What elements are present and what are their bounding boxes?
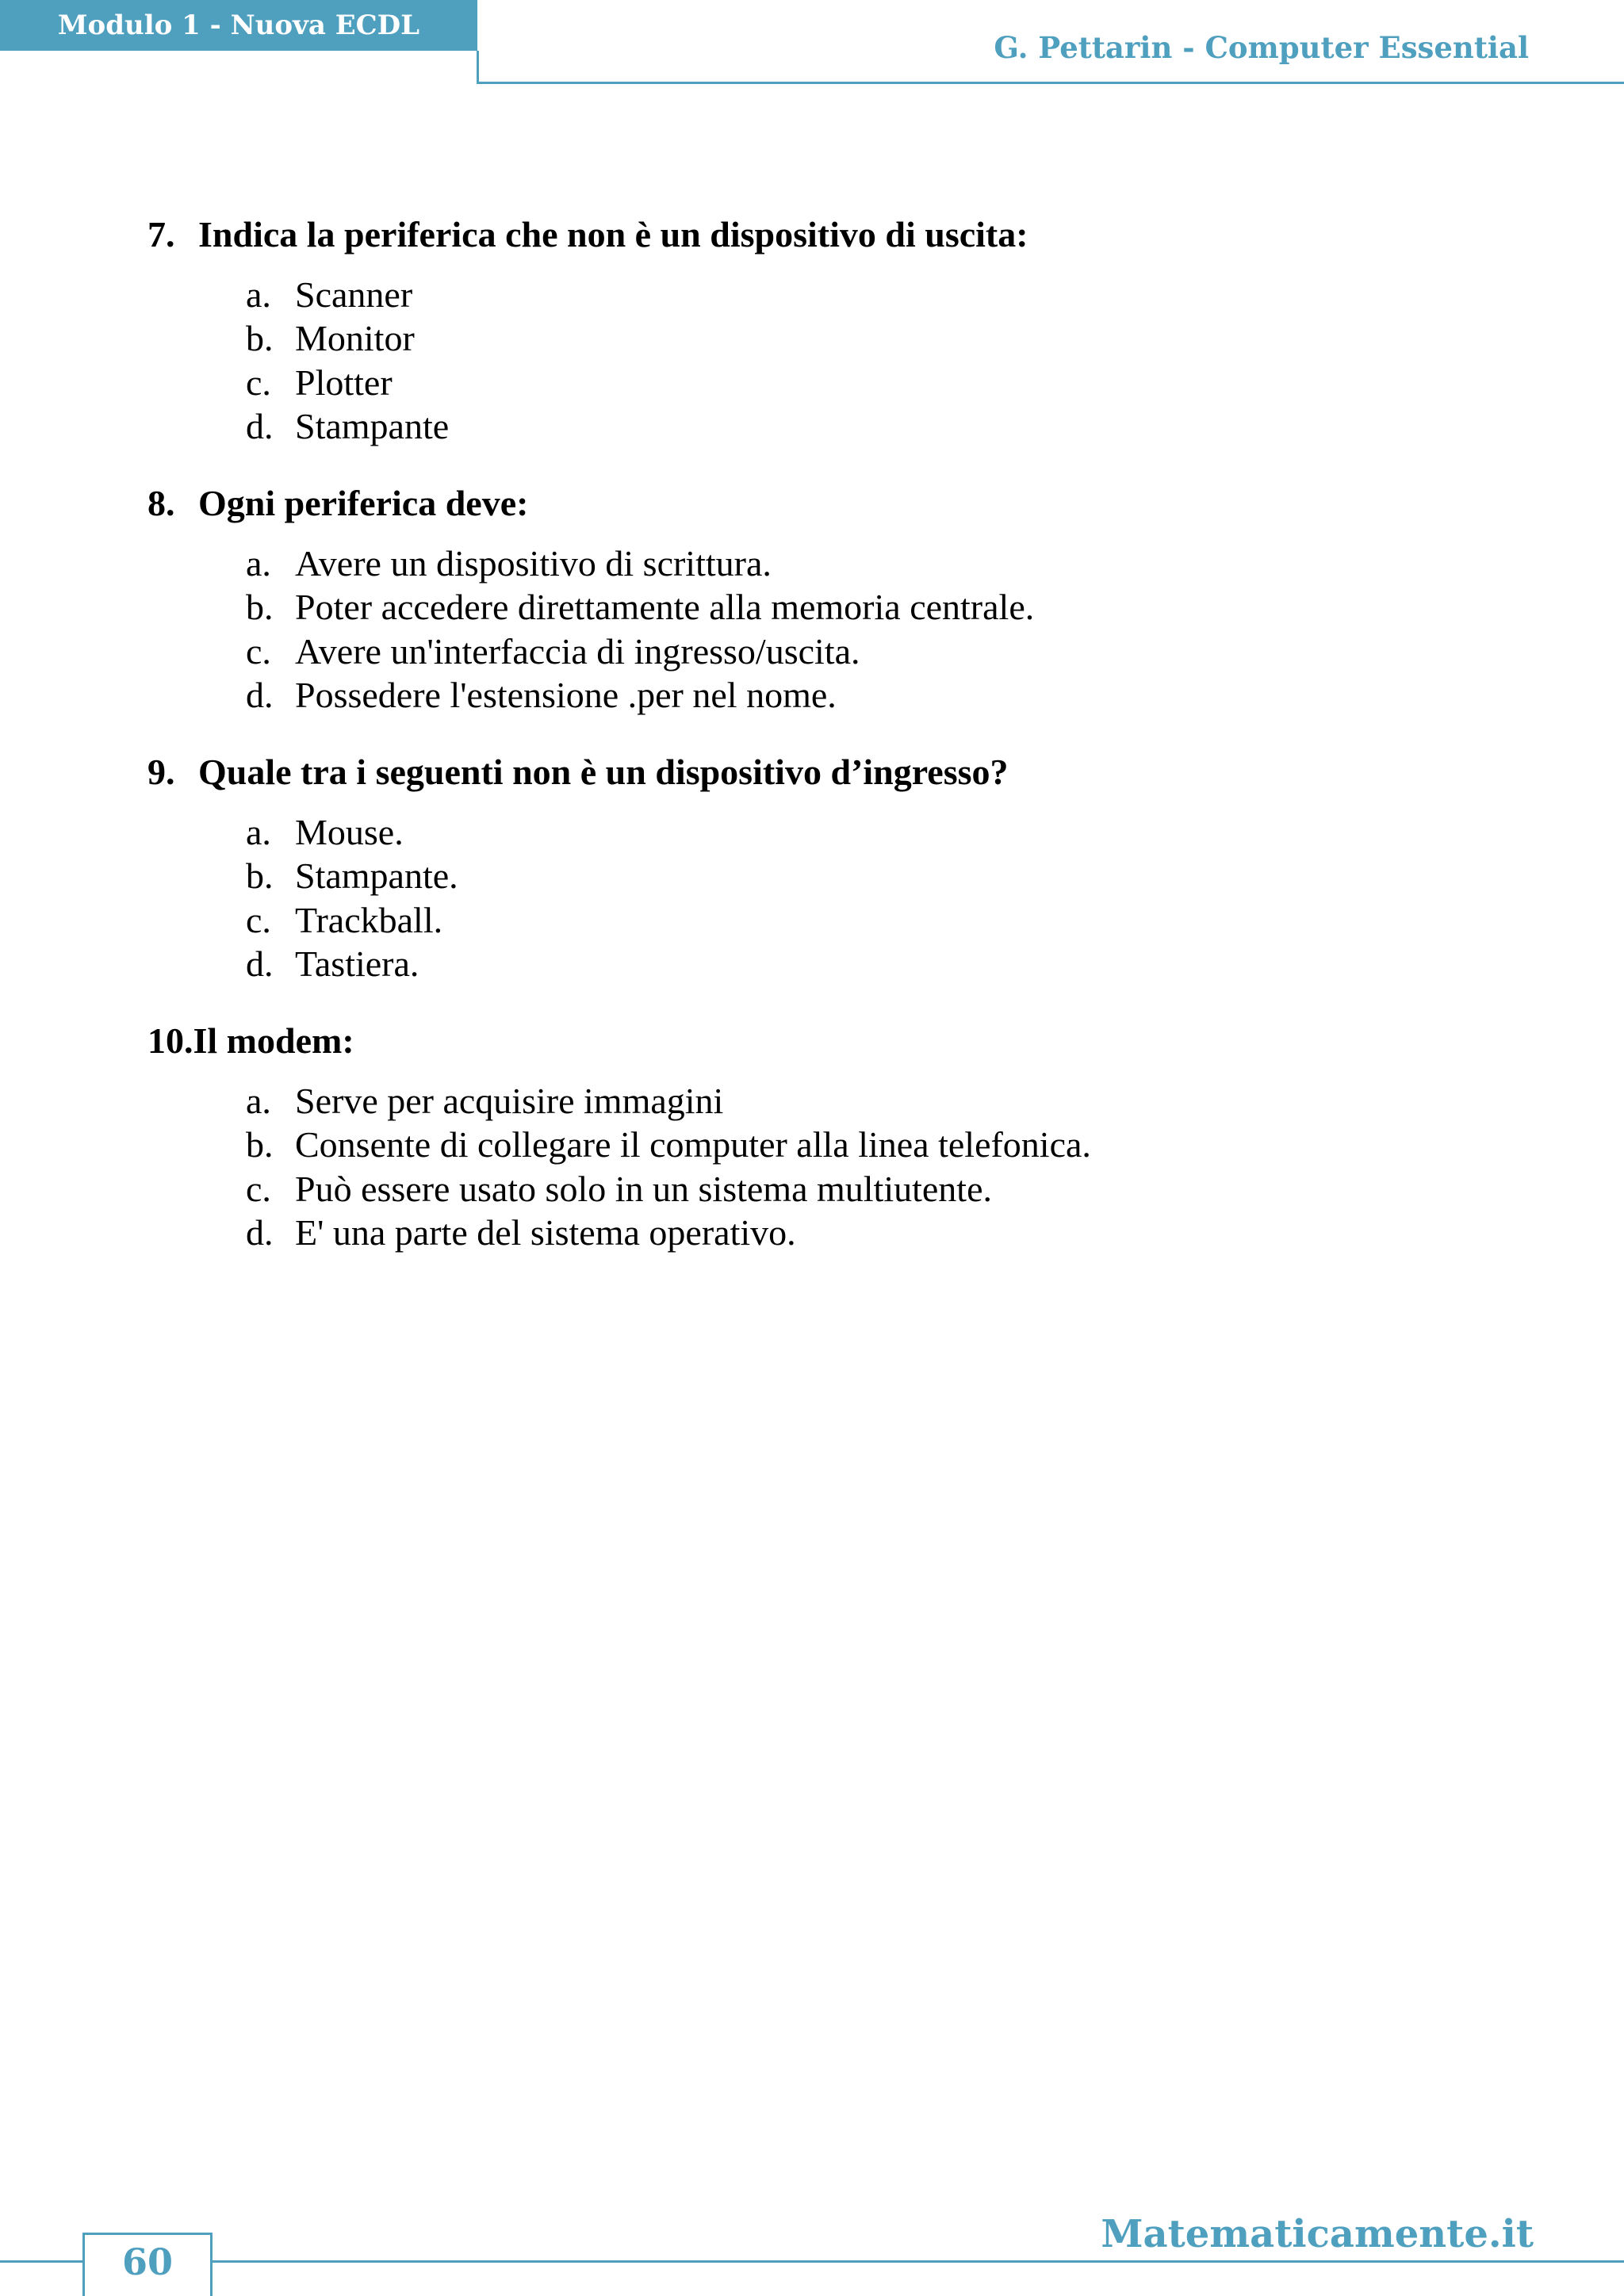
question-number: 7.: [147, 214, 175, 254]
option-text: Possedere l'estensione .per nel nome.: [295, 674, 837, 715]
option-text: E' una parte del sistema operativo.: [295, 1211, 796, 1253]
option-text: Trackball.: [295, 899, 443, 940]
question-title: [147, 1019, 1091, 1063]
question-title: [147, 212, 1028, 257]
option-letter: b.: [246, 855, 274, 897]
option-item: [246, 361, 1028, 404]
option-item: [246, 404, 1028, 448]
option-item: [246, 810, 1009, 854]
option-text: Avere un'interfaccia di ingresso/uscita.: [295, 630, 860, 672]
option-item: [246, 854, 1009, 897]
option-text: Stampante.: [295, 855, 458, 897]
footer-site-name: Matematicamente.it: [1101, 2212, 1534, 2256]
option-list: [246, 273, 1028, 448]
option-text: Mouse.: [295, 812, 404, 852]
option-letter: b.: [246, 318, 274, 359]
option-letter: a.: [246, 543, 271, 584]
option-letter: d.: [246, 405, 274, 446]
question-9: [147, 750, 1009, 985]
option-letter: d.: [246, 943, 274, 984]
option-item: [246, 1211, 1091, 1254]
question-number: 9.: [147, 752, 175, 792]
header-divider-vertical: [477, 51, 479, 84]
option-text: Consente di collegare il computer alla linea telefonica.: [295, 1124, 1091, 1165]
question-title: [147, 750, 1009, 794]
option-letter: c.: [246, 630, 271, 672]
question-text: Indica la periferica che non è un dispositivo di uscita:: [198, 214, 1028, 254]
question-text: Quale tra i seguenti non è un dispositivo d’ingresso?: [198, 752, 1009, 792]
question-text: Il modem:: [193, 1020, 354, 1061]
option-letter: a.: [246, 812, 271, 852]
header-divider: [477, 82, 1624, 84]
option-text: Può essere usato solo in un sistema multiutente.: [295, 1168, 993, 1209]
option-letter: b.: [246, 1124, 274, 1165]
option-text: Scanner: [295, 274, 413, 315]
option-item: [246, 316, 1028, 360]
option-item: [246, 1123, 1091, 1166]
option-letter: b.: [246, 587, 274, 628]
option-text: Tastiera.: [295, 943, 419, 984]
question-8: [147, 481, 1034, 717]
footer-divider: [0, 2260, 1624, 2263]
question-text: Ogni periferica deve:: [198, 483, 529, 523]
option-text: Serve per acquisire immagini: [295, 1081, 724, 1121]
option-letter: d.: [246, 674, 274, 715]
page-number: 60: [121, 2241, 173, 2283]
option-letter: d.: [246, 1211, 274, 1253]
question-number: 8.: [147, 483, 175, 523]
question-10: [147, 1019, 1091, 1254]
option-letter: c.: [246, 362, 271, 403]
header-module-tab: Modulo 1 - Nuova ECDL: [0, 0, 477, 51]
option-letter: a.: [246, 274, 271, 315]
option-letter: a.: [246, 1081, 271, 1121]
option-list: [246, 1079, 1091, 1254]
option-text: Plotter: [295, 362, 393, 403]
option-item: [246, 942, 1009, 985]
option-item: [246, 1167, 1091, 1211]
option-item: [246, 673, 1034, 717]
option-list: [246, 541, 1034, 717]
option-text: Poter accedere direttamente alla memoria centrale.: [295, 587, 1035, 628]
question-number: 10.: [147, 1020, 193, 1061]
question-7: [147, 212, 1028, 448]
option-letter: c.: [246, 899, 271, 940]
option-text: Stampante: [295, 405, 450, 446]
option-text: Avere un dispositivo di scrittura.: [295, 543, 772, 584]
option-item: [246, 1079, 1091, 1123]
option-text: Monitor: [295, 318, 415, 359]
option-item: [246, 898, 1009, 942]
option-letter: c.: [246, 1168, 271, 1209]
option-item: [246, 273, 1028, 316]
question-title: [147, 481, 1034, 526]
option-item: [246, 585, 1034, 629]
option-list: [246, 810, 1009, 985]
option-item: [246, 541, 1034, 585]
option-item: [246, 629, 1034, 673]
header-book-title: G. Pettarin - Computer Essential: [994, 30, 1529, 65]
